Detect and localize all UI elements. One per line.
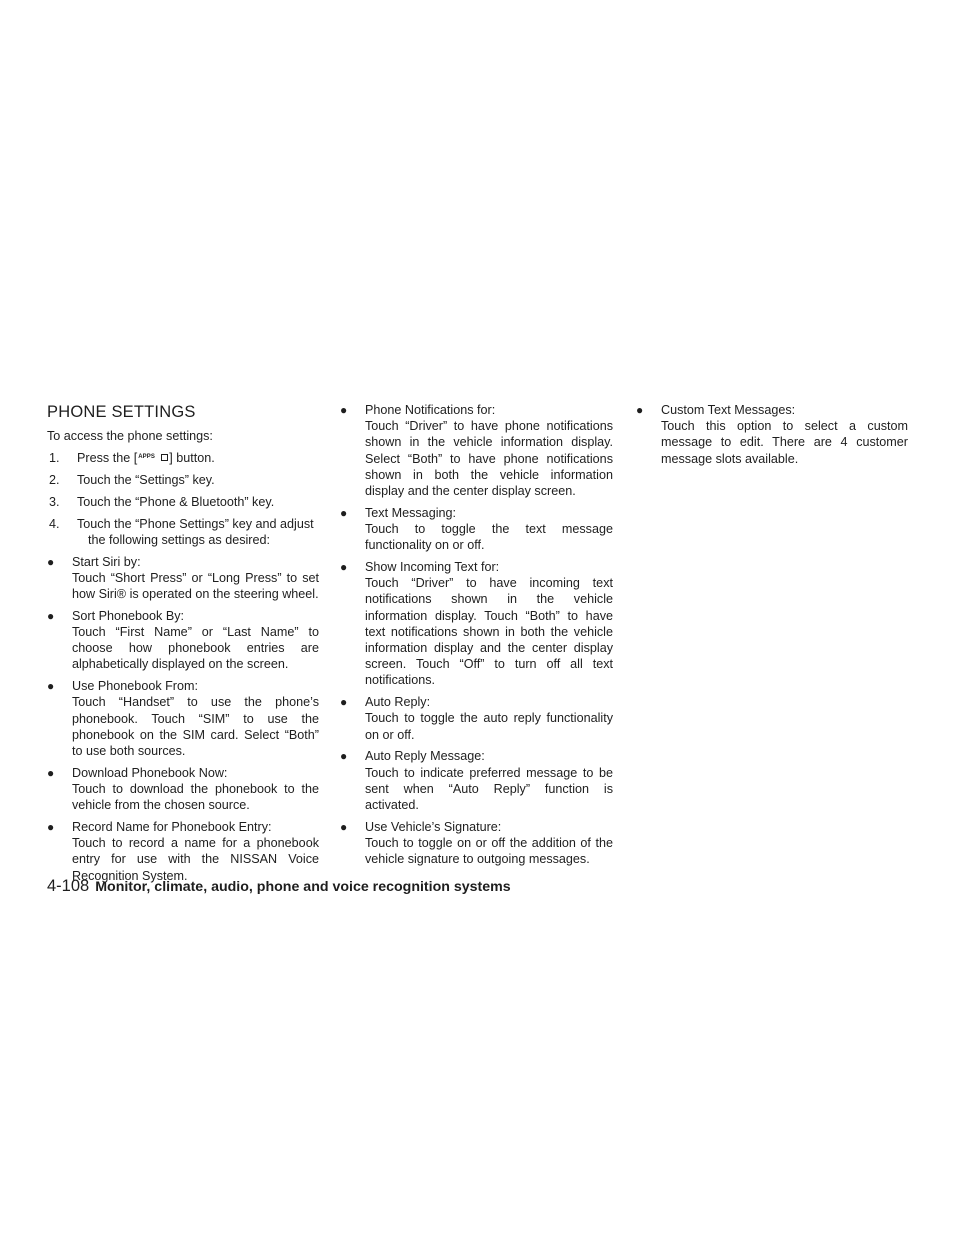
step-1: [47, 450, 319, 466]
setting-description: Touch to toggle the text message functionality on or off.: [365, 522, 613, 553]
setting-description: Touch to download the phonebook to the vehicle from the chosen source.: [72, 782, 319, 813]
apps-button-icon: APPS: [138, 453, 168, 463]
bullet-icon: ●: [47, 554, 55, 569]
setting-title: Text Messaging:: [365, 505, 456, 520]
bullet-icon: ●: [340, 695, 348, 710]
step-4: [47, 516, 319, 548]
bullet-icon: ●: [340, 749, 348, 764]
setting-item: [340, 559, 613, 689]
setting-title: Custom Text Messages:: [661, 403, 796, 417]
setting-item: [47, 554, 319, 603]
step-3: [47, 494, 319, 510]
step-text: Press the [ APPS ] button.: [77, 451, 215, 466]
bullet-icon: ●: [340, 819, 348, 834]
step-2: [47, 472, 319, 488]
setting-title: Use Vehicle’s Signature:: [365, 819, 502, 834]
bullet-icon: ●: [47, 820, 55, 835]
chapter-title: Monitor, climate, audio, phone and voice recognition systems: [95, 879, 511, 895]
setting-title: Start Siri by:: [72, 554, 141, 569]
setting-description: Touch to indicate preferred message to be sent when “Auto Reply” function is activated.: [365, 765, 613, 813]
bullet-icon: ●: [47, 608, 55, 623]
setting-title: Use Phonebook From:: [72, 679, 198, 694]
setting-title: Auto Reply Message:: [365, 749, 485, 764]
section-heading: PHONE SETTINGS: [47, 403, 196, 421]
step-text: Touch the “Settings” key.: [77, 473, 215, 487]
setting-item: [340, 748, 613, 813]
setting-item: [340, 505, 613, 554]
setting-description: Touch “Driver” to have incoming text notifications shown in the vehicle information display. Touch “Both” to have text notifications shown in both the vehicle information display and the center display screen. Touch “Off” to turn off all text notifications.: [365, 576, 613, 688]
intro-text: To access the phone settings:: [47, 429, 213, 443]
step-number: 2.: [49, 473, 60, 487]
setting-description: Touch to record a name for a phonebook entry for use with the NISSAN Voice Recognition System.: [72, 836, 319, 883]
step-text: Touch the “Phone & Bluetooth” key.: [77, 494, 275, 509]
column-2: [340, 402, 613, 873]
setting-description: Touch to toggle on or off the addition of the vehicle signature to outgoing messages.: [365, 836, 613, 867]
setting-item: [340, 819, 613, 868]
setting-description: Touch “First Name” or “Last Name” to choose how phonebook entries are alphabetically displayed on the screen.: [72, 625, 319, 672]
setting-title: Show Incoming Text for:: [365, 560, 500, 575]
setting-title: Record Name for Phonebook Entry:: [72, 820, 272, 835]
setting-title: Download Phonebook Now:: [72, 765, 228, 780]
setting-item: [47, 678, 319, 759]
bullet-icon: ●: [47, 679, 55, 694]
setting-description: Touch “Driver” to have phone notifications shown in the vehicle information display. Select “Both” to have phone notifications shown in both the vehicle information display and the center display screen.: [365, 419, 613, 499]
bullet-icon: ●: [636, 403, 644, 417]
page-footer: [47, 875, 511, 897]
step-number: 4.: [49, 516, 60, 531]
setting-description: Touch “Handset” to use the phone’s phonebook. Touch “SIM” to use the phonebook on the SIM card. Select “Both” to use both sources.: [72, 695, 319, 759]
bullet-icon: ●: [340, 403, 348, 417]
setting-description: Touch this option to select a custom message to edit. There are 4 customer message slots available.: [661, 419, 908, 466]
step-text: Touch the “Phone Settings” key and adjust: [77, 516, 314, 531]
column-1: [47, 402, 319, 889]
setting-item: [47, 765, 319, 814]
bullet-icon: ●: [340, 560, 348, 575]
setting-item: [47, 608, 319, 673]
setting-description: Touch “Short Press” or “Long Press” to set how Siri® is operated on the steering wheel.: [72, 570, 319, 601]
step-number: 3.: [49, 494, 60, 509]
setting-item: [636, 402, 908, 467]
setting-title: Phone Notifications for:: [365, 403, 496, 417]
step-number: 1.: [49, 451, 60, 466]
setting-title: Sort Phonebook By:: [72, 608, 185, 623]
page-number: 4-108: [47, 877, 90, 895]
setting-item: [340, 694, 613, 743]
setting-description: Touch to toggle the auto reply functionality on or off.: [365, 711, 613, 742]
step-text-continued: the following settings as desired:: [88, 532, 271, 547]
bullet-icon: ●: [340, 505, 348, 520]
setting-title: Auto Reply:: [365, 695, 431, 710]
bullet-icon: ●: [47, 765, 55, 780]
setting-item: [340, 402, 613, 499]
column-3: [636, 402, 908, 472]
